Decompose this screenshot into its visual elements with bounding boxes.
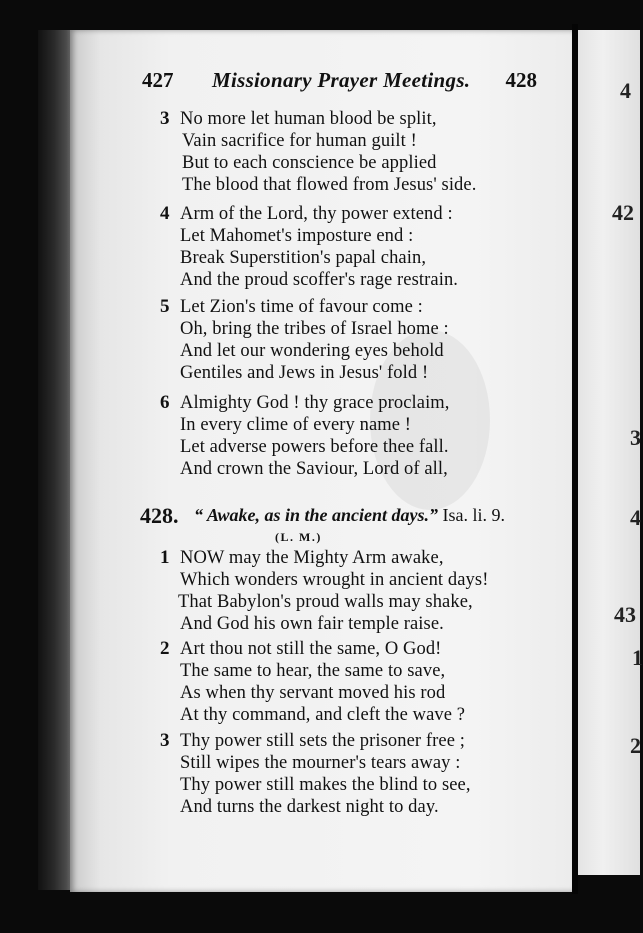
verse-line: As when thy servant moved his rod — [180, 683, 446, 703]
verse-line: Which wonders wrought in ancient days! — [180, 570, 489, 590]
verse-line: Arm of the Lord, thy power extend : — [180, 204, 453, 224]
scripture-reference: Isa. li. 9. — [442, 505, 506, 525]
adjacent-page-mark: 4 — [630, 505, 641, 530]
verse-line: Let adverse powers before thee fall. — [180, 437, 449, 457]
verse-number: 3 — [160, 730, 170, 751]
adjacent-page-mark: 1 — [632, 645, 643, 670]
verse-line: No more let human blood be split, — [180, 109, 437, 129]
verse-number: 3 — [160, 108, 170, 129]
verse-line: The same to hear, the same to save, — [180, 661, 446, 681]
left-page-number: 427 — [142, 68, 174, 92]
verse-line: And crown the Saviour, Lord of all, — [180, 459, 448, 479]
verse-line: Almighty God ! thy grace proclaim, — [180, 393, 450, 413]
verse-line: Let Zion's time of favour come : — [180, 297, 423, 317]
verse-line: Thy power still sets the prisoner free ; — [180, 731, 466, 751]
verse-number: 1 — [160, 547, 170, 568]
hymn-title: “ Awake, as in the ancient days.” — [194, 505, 439, 525]
adjacent-page-mark: 4 — [620, 78, 631, 103]
verse-number: 4 — [160, 203, 170, 224]
verse-line: And God his own fair temple raise. — [180, 614, 444, 634]
running-head — [142, 68, 537, 98]
verse-line: In every clime of every name ! — [180, 415, 412, 435]
verse-line: Gentiles and Jews in Jesus' fold ! — [180, 363, 429, 383]
hymn-number: 428. — [140, 503, 179, 528]
verse-line: Oh, bring the tribes of Israel home : — [180, 319, 449, 339]
verse-number: 6 — [160, 392, 170, 413]
adjacent-page-mark: 3 — [630, 425, 641, 450]
hymn-title-line — [194, 505, 505, 526]
verse-line: The blood that flowed from Jesus' side. — [182, 175, 477, 195]
adjacent-page-mark: 2 — [630, 733, 641, 758]
verse-line: NOW may the Mighty Arm awake, — [180, 548, 444, 568]
running-title: Missionary Prayer Meetings. — [212, 68, 471, 92]
verse-line: Still wipes the mourner's tears away : — [180, 753, 461, 773]
verse-line: And turns the darkest night to day. — [180, 797, 439, 817]
verse-line: Thy power still makes the blind to see, — [180, 775, 471, 795]
verse-line: But to each conscience be applied — [182, 153, 437, 173]
verse-line: That Babylon's proud walls may shake, — [178, 592, 473, 612]
verse-line: Vain sacrifice for human guilt ! — [182, 131, 417, 151]
hymn-meter: (L. M.) — [275, 530, 322, 544]
adjacent-page-mark: 43 — [614, 602, 636, 627]
verse-number: 2 — [160, 638, 170, 659]
verse-number: 5 — [160, 296, 170, 317]
verse-line: At thy command, and cleft the wave ? — [180, 705, 466, 725]
verse-line: And the proud scoffer's rage restrain. — [180, 270, 459, 290]
verse-line: Let Mahomet's imposture end : — [180, 226, 414, 246]
hymn-range-number: 428 — [505, 68, 537, 92]
adjacent-page-mark: 42 — [612, 200, 634, 225]
verse-line: And let our wondering eyes behold — [180, 341, 444, 361]
hymn-428-heading — [140, 503, 560, 543]
verse-line: Art thou not still the same, O God! — [180, 639, 442, 659]
verse-line: Break Superstition's papal chain, — [180, 248, 427, 268]
